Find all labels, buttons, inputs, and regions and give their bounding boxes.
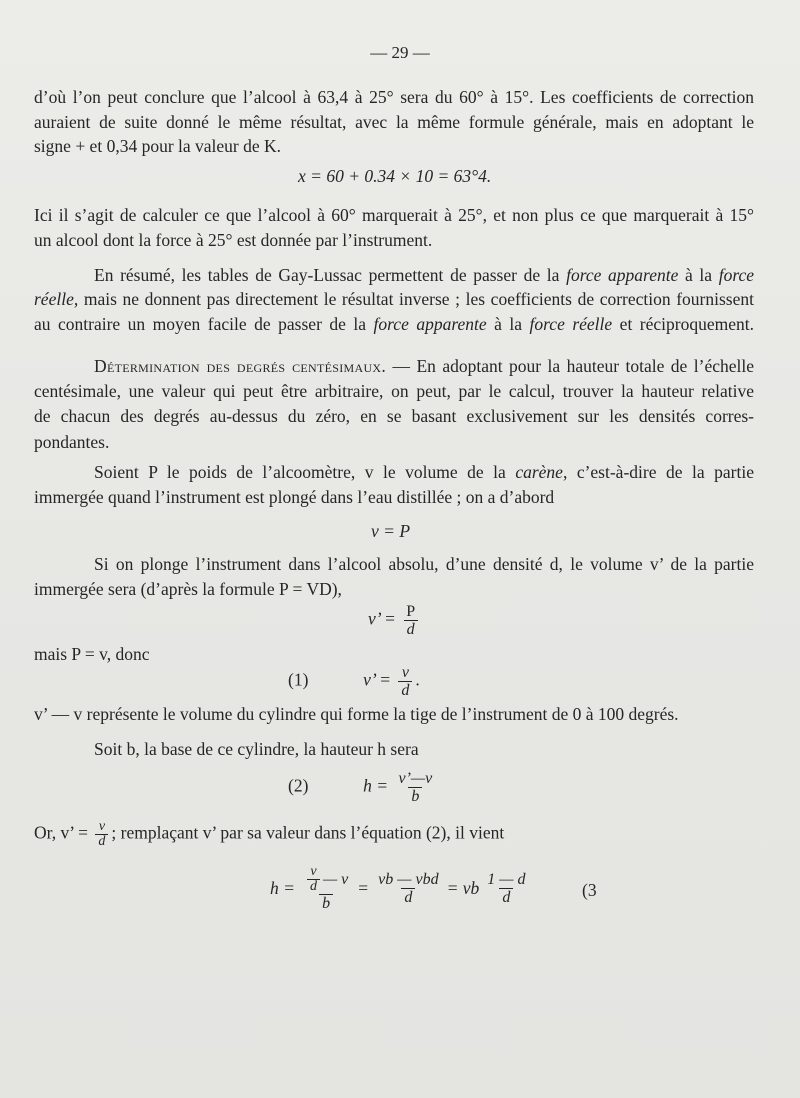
section-heading-line <box>94 354 754 378</box>
text-line <box>94 263 754 287</box>
equation-2 <box>288 770 438 805</box>
equation-vprime <box>368 603 421 638</box>
section-heading: Détermination des degrés centésimaux. <box>94 356 387 376</box>
equation-tag: (2) <box>288 775 309 796</box>
fraction <box>484 871 528 906</box>
emphasis: réelle, <box>34 289 79 309</box>
page-number: — 29 — <box>370 43 430 62</box>
text-line: Si on plonge l’instrument dans l’alcool absolu, d’une densité d, le volume v’ de la partie <box>94 554 754 574</box>
inner-fraction <box>307 865 320 894</box>
text-line: de chacun des degrés au-dessus du zéro, en se basant exclusivement sur les densités corres- <box>34 406 754 426</box>
fraction-denominator: d <box>401 888 415 906</box>
text-line: signe + et 0,34 pour la valeur de K. <box>34 136 282 156</box>
eq-end: . <box>415 669 420 690</box>
fraction-denominator: d <box>499 888 513 906</box>
fraction-denominator: d <box>95 834 108 849</box>
text-span: Soient P le poids de l’alcoomètre, v le volume de la <box>94 462 506 482</box>
emphasis: carène <box>515 462 563 482</box>
text-line: mais P = v, donc <box>34 644 150 664</box>
eq-lhs: h = <box>363 775 389 796</box>
emphasis: force <box>718 265 755 285</box>
text-span: ; remplaçant v’ par sa valeur dans l’équation (2), il vient <box>111 822 505 843</box>
eq-lhs: v’ = <box>368 608 396 629</box>
equals-sign: = <box>358 877 369 898</box>
fraction <box>95 820 108 849</box>
fraction <box>395 770 435 805</box>
fraction <box>403 603 418 638</box>
text-line: immergée sera (d’après la formule P = VD), <box>34 579 342 599</box>
text-line: pondantes. <box>34 432 110 452</box>
text-line: immergée quand l’instrument est plongé dans l’eau distillée ; on a d’abord <box>34 487 555 507</box>
fraction-denominator: b <box>408 787 422 805</box>
equation-tag: (3 <box>582 880 597 900</box>
text-line <box>34 287 754 311</box>
text-line: d’où l’on peut conclure que l’alcool à 63,4 à 25° sera du 60° à 15°. Les coefficients de correction <box>34 87 754 107</box>
fraction-numerator: v’—v <box>398 770 433 787</box>
fraction-numerator: vb — vbd <box>378 870 439 888</box>
fraction-denominator: d <box>404 620 418 638</box>
text-line: un alcool dont la force à 25° est donnée par l’instrument. <box>34 230 433 250</box>
text-span: En résumé, les tables de Gay-Lussac permettent de passer de la <box>94 265 560 285</box>
fraction-denominator: d <box>307 879 320 894</box>
text-line: Ici il s’agit de calculer ce que l’alcool à 60° marquerait à 25°, et non plus ce que marquerait à 15° <box>34 205 754 225</box>
text-line <box>34 820 754 849</box>
equation-3 <box>270 858 532 918</box>
text-span: , c’est-à-dire de la partie <box>562 462 754 482</box>
fraction-denominator: d <box>398 681 412 699</box>
compound-fraction <box>301 865 351 912</box>
emphasis: force réelle <box>529 314 613 334</box>
text-span: au contraire un moyen facile de passer de la <box>34 314 367 334</box>
fraction-numerator: v <box>401 664 409 681</box>
equation-x: x = 60 + 0.34 × 10 = 63°4. <box>298 166 492 186</box>
text-line <box>94 460 754 484</box>
text-span: mais ne donnent pas directement le résultat inverse ; les coefficients de correction fournissent <box>83 289 755 309</box>
fraction <box>398 664 412 699</box>
emphasis: force apparente <box>373 314 487 334</box>
fraction-numerator: v <box>310 863 317 879</box>
text-line: Soit b, la base de ce cylindre, la hauteur h sera <box>94 739 419 759</box>
text-line: centésimale, une valeur qui peut être arbitraire, on peut, par le calcul, trouver la hauteur relative <box>34 381 754 401</box>
fraction-denominator: b <box>319 894 333 912</box>
eq-lhs: v’ = <box>363 669 391 690</box>
text-span: à la <box>494 314 523 334</box>
eq-lhs: h = <box>270 877 295 898</box>
text-line <box>34 312 754 336</box>
text-span: à la <box>685 265 713 285</box>
fraction <box>375 871 441 906</box>
fraction-numerator: 1 — d <box>487 870 526 888</box>
equation-v: v = P <box>371 521 411 541</box>
text-span: et réciproquement. <box>619 314 754 334</box>
text-line: auraient de suite donné le même résultat, avec la même formule générale, mais en adoptant le <box>34 112 754 132</box>
text-line: v’ — v représente le volume du cylindre qui forme la tige de l’instrument de 0 à 100 degrés. <box>34 704 679 724</box>
fraction-numerator <box>301 865 351 894</box>
equation-1 <box>288 664 420 699</box>
text-span: = vb <box>446 877 480 898</box>
text-span: — En adoptant pour la hauteur totale de l’échelle <box>392 356 754 376</box>
equation-tag: (1) <box>288 669 309 690</box>
fraction-numerator: v <box>98 819 106 834</box>
text-span: — v <box>322 870 349 888</box>
text-span: Or, v’ = <box>34 822 89 843</box>
emphasis: force apparente <box>566 265 679 285</box>
fraction-numerator: P <box>406 603 416 620</box>
